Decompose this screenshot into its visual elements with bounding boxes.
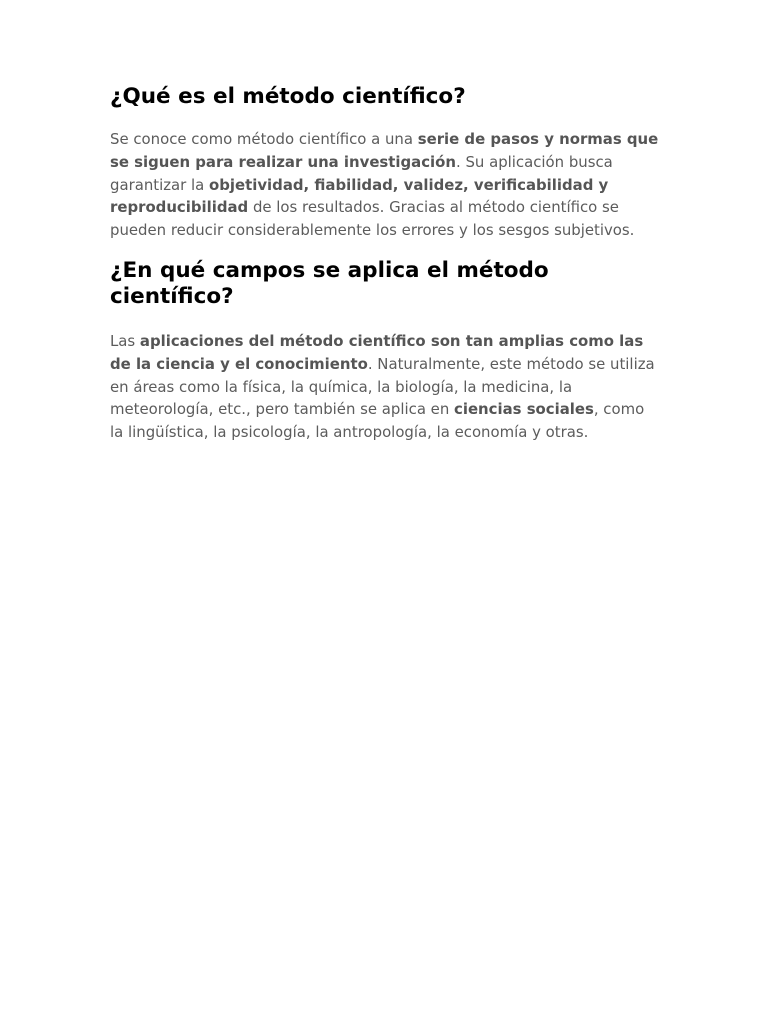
text-run: , como la lingüística, la psicología, la antropología, la economía y otras. xyxy=(110,400,645,442)
bold-text-run: objetividad, fiabilidad, validez, verificabilidad y reproducibilidad xyxy=(110,175,609,217)
text-run: de los resultados. Gracias al método científico se pueden reducir considerablemente los errores y los sesgos subjetivos. xyxy=(110,198,635,240)
text-run: Las xyxy=(110,331,140,350)
bold-text-run: aplicaciones del método científico son tan amplias como las de la ciencia y el conocimiento xyxy=(110,331,644,373)
paragraph-application-fields xyxy=(110,330,662,444)
document-page xyxy=(110,84,662,444)
paragraph-scientific-method-definition xyxy=(110,128,662,242)
section-heading-application-fields: ¿En qué campos se aplica el método científico? xyxy=(110,257,549,309)
text-run: . Su aplicación busca garantizar la xyxy=(110,152,613,194)
text-run: Se conoce como método científico a una xyxy=(110,130,418,148)
section-heading-scientific-method: ¿Qué es el método científico? xyxy=(110,84,466,109)
text-run: . Naturalmente, este método se utiliza en áreas como la física, la química, la biología, la medicina, la meteorología, etc., pero también se aplica en xyxy=(110,354,655,419)
bold-text-run: serie de pasos y normas que se siguen para realizar una investigación xyxy=(110,130,659,171)
bold-text-run: ciencias sociales xyxy=(454,400,594,419)
